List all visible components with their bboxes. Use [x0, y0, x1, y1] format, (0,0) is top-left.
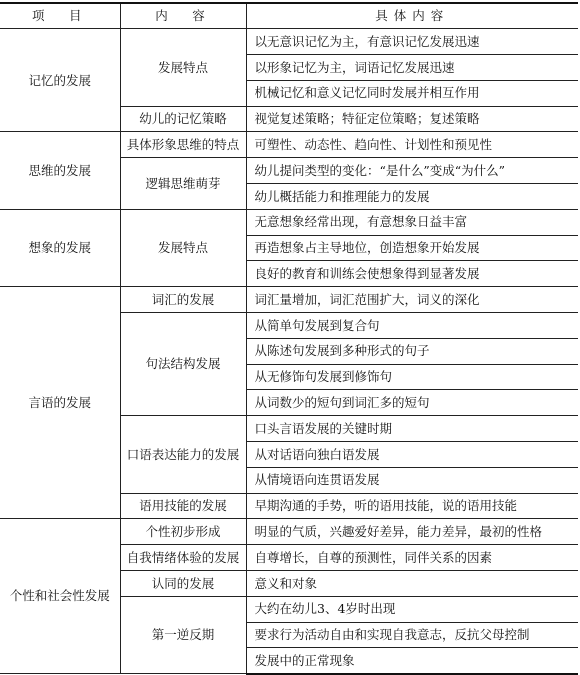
content-cell: 幼儿的记忆策略	[120, 106, 246, 132]
item-cell: 想象的发展	[0, 209, 120, 286]
detail-cell: 再造想象占主导地位，创造想象开始发展	[246, 235, 578, 261]
detail-cell: 幼儿提问类型的变化：“是什么”变成“为什么”	[246, 158, 578, 184]
detail-cell: 可塑性、动态性、趋向性、计划性和预见性	[246, 132, 578, 158]
content-cell: 个性初步形成	[120, 519, 246, 545]
detail-cell: 意义和对象	[246, 571, 578, 597]
content-cell: 逻辑思维萌芽	[120, 158, 246, 210]
detail-cell: 明显的气质，兴趣爱好差异，能力差异，最初的性格	[246, 519, 578, 545]
content-cell: 认同的发展	[120, 571, 246, 597]
detail-cell: 机械记忆和意义记忆同时发展并相互作用	[246, 80, 578, 106]
content-cell: 句法结构发展	[120, 313, 246, 416]
detail-cell: 从简单句发展到复合句	[246, 313, 578, 339]
detail-cell: 视觉复述策略；特征定位策略；复述策略	[246, 106, 578, 132]
header-content: 内 容	[120, 3, 246, 29]
detail-cell: 发展中的正常现象	[246, 648, 578, 674]
detail-cell: 从词数少的短句到词汇多的短句	[246, 390, 578, 416]
table-row	[0, 287, 578, 313]
item-cell: 言语的发展	[0, 287, 120, 519]
content-cell: 第一逆反期	[120, 596, 246, 673]
table-body	[0, 29, 578, 674]
detail-cell: 口头言语发展的关键时期	[246, 416, 578, 442]
detail-cell: 从情境语向连贯语发展	[246, 467, 578, 493]
item-cell: 思维的发展	[0, 132, 120, 209]
detail-cell: 以形象记忆为主，词语记忆发展迅速	[246, 55, 578, 81]
table-row	[0, 29, 578, 55]
content-cell: 具体形象思维的特点	[120, 132, 246, 158]
development-table-container	[0, 2, 578, 675]
header-details: 具体内容	[246, 3, 578, 29]
table-row	[0, 519, 578, 545]
detail-cell: 以无意识记忆为主，有意识记忆发展迅速	[246, 29, 578, 55]
table-row	[0, 209, 578, 235]
detail-cell: 无意想象经常出现，有意想象日益丰富	[246, 209, 578, 235]
detail-cell: 大约在幼儿3、4岁时出现	[246, 596, 578, 622]
content-cell: 发展特点	[120, 209, 246, 286]
detail-cell: 从无修饰句发展到修饰句	[246, 364, 578, 390]
table-header-row	[0, 3, 578, 29]
content-cell: 口语表达能力的发展	[120, 416, 246, 493]
content-cell: 自我情绪体验的发展	[120, 545, 246, 571]
detail-cell: 要求行为活动自由和实现自我意志，反抗父母控制	[246, 622, 578, 648]
content-cell: 词汇的发展	[120, 287, 246, 313]
detail-cell: 自尊增长，自尊的预测性，同伴关系的因素	[246, 545, 578, 571]
detail-cell: 词汇量增加，词汇范围扩大，词义的深化	[246, 287, 578, 313]
item-cell: 记忆的发展	[0, 29, 120, 132]
item-cell: 个性和社会性发展	[0, 519, 120, 674]
detail-cell: 从陈述句发展到多种形式的句子	[246, 338, 578, 364]
content-cell: 语用技能的发展	[120, 493, 246, 519]
detail-cell: 良好的教育和训练会使想象得到显著发展	[246, 261, 578, 287]
content-cell: 发展特点	[120, 29, 246, 106]
table-row	[0, 132, 578, 158]
development-table	[0, 2, 578, 675]
detail-cell: 从对话语向独白语发展	[246, 442, 578, 468]
header-item: 项 目	[0, 3, 120, 29]
detail-cell: 早期沟通的手势，听的语用技能，说的语用技能	[246, 493, 578, 519]
detail-cell: 幼儿概括能力和推理能力的发展	[246, 184, 578, 210]
